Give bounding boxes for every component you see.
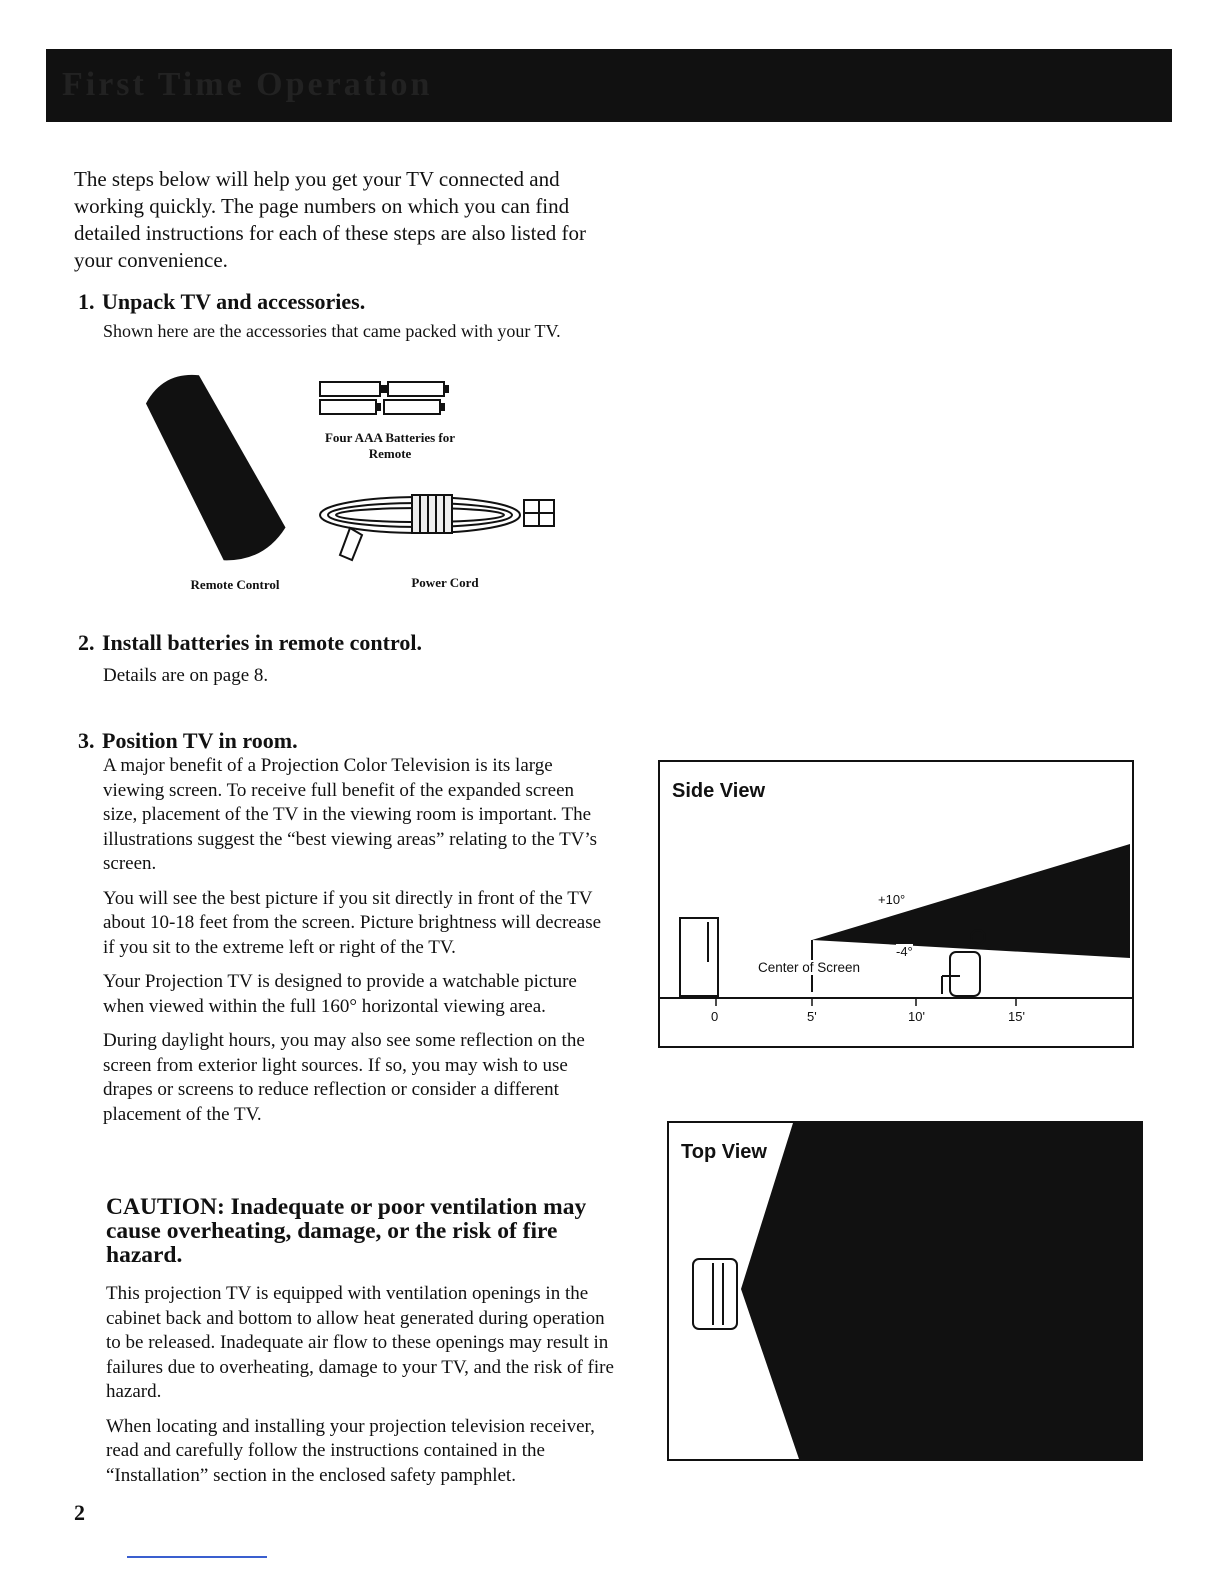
step-2 <box>78 630 618 689</box>
angle-down-label: -4° <box>896 944 913 959</box>
step-3-paragraph-4: During daylight hours, you may also see some reflection on the screen from exterior light sources. If so, you may wish to use drapes or screens to reduce reflection or consider a different placement of the TV. <box>103 1030 585 1125</box>
step-2-title: Install batteries in remote control. <box>102 630 422 655</box>
angle-up-label: +10° <box>878 892 906 907</box>
viewing-cone <box>812 844 1130 958</box>
caution-body <box>106 1282 616 1498</box>
remote-control-image <box>137 364 290 569</box>
page-title: First Time Operation <box>62 66 433 103</box>
caution-title: CAUTION: Inadequate or poor ventilation may cause overheating, damage, or the risk of fire hazard. <box>106 1194 587 1268</box>
batteries-image <box>320 382 448 414</box>
step-3-paragraph-2: You will see the best picture if you sit directly in front of the TV about 10-18 feet from the screen. Picture brightness will decrease if you sit to the extreme left or right of the TV. <box>103 887 602 958</box>
tick-label-15: 15' <box>1008 1009 1025 1024</box>
tick-marks <box>716 998 1016 1006</box>
tick-label-10: 10' <box>908 1009 925 1024</box>
page-number: 2 <box>74 1500 85 1525</box>
tv-cabinet <box>680 918 718 996</box>
tick-label-5: 5' <box>807 1009 817 1024</box>
side-view-box <box>658 760 1134 1048</box>
intro-text: The steps below will help you get your TV connected and working quickly. The page numbers on which you can find detailed instructions for each of these steps are also listed for your convenience. <box>74 167 586 272</box>
side-view-title: Side View <box>672 780 766 802</box>
top-view-diagram <box>669 1123 1141 1459</box>
step-1 <box>78 289 618 344</box>
batteries-caption-line-2: Remote <box>368 446 412 461</box>
step-3-number: 3. <box>78 728 95 753</box>
viewing-area-wedge <box>741 1123 1141 1459</box>
center-of-screen-label: Center of Screen <box>758 960 861 975</box>
batteries-caption-line-1: Four AAA Batteries for <box>324 430 456 445</box>
top-view-box <box>667 1121 1143 1461</box>
batteries-caption <box>300 430 480 462</box>
step-3-paragraph-3: Your Projection TV is designed to provide a watchable picture when viewed within the full 160° horizontal viewing area. <box>103 971 577 1017</box>
step-3 <box>78 728 618 1137</box>
step-3-title: Position TV in room. <box>102 728 298 753</box>
accessories-illustration <box>120 360 580 580</box>
cord-caption: Power Cord <box>411 575 479 590</box>
step-2-body: Details are on page 8. <box>103 665 269 686</box>
power-cord-image <box>320 495 554 560</box>
footer-rule <box>127 1556 267 1558</box>
step-1-title: Unpack TV and accessories. <box>102 289 366 314</box>
step-1-body: Shown here are the accessories that came packed with your TV. <box>103 321 561 341</box>
remote-caption: Remote Control <box>190 577 280 592</box>
tv-top-outline <box>693 1259 737 1329</box>
tick-label-0: 0 <box>711 1009 719 1024</box>
step-1-number: 1. <box>78 289 95 314</box>
step-3-paragraph-1: A major benefit of a Projection Color Television is its large viewing screen. To receive full benefit of the expanded screen size, placement of the TV in the viewing room is important. The illustrations suggest the “best viewing areas” relating to the TV’s screen. <box>103 755 598 874</box>
step-2-number: 2. <box>78 630 95 655</box>
caution-paragraph-1: This projection TV is equipped with ventilation openings in the cabinet back and bottom to allow heat generated during operation to be released. Inadequate air flow to these openings may result in failures due to overheating, damage to your TV, and the risk of fire hazard. <box>106 1283 614 1402</box>
top-view-title: Top View <box>681 1141 767 1163</box>
caution-paragraph-2: When locating and installing your projection television receiver, read and carefully follow the instructions contained in the “Installation” section in the enclosed safety pamphlet. <box>106 1415 595 1486</box>
